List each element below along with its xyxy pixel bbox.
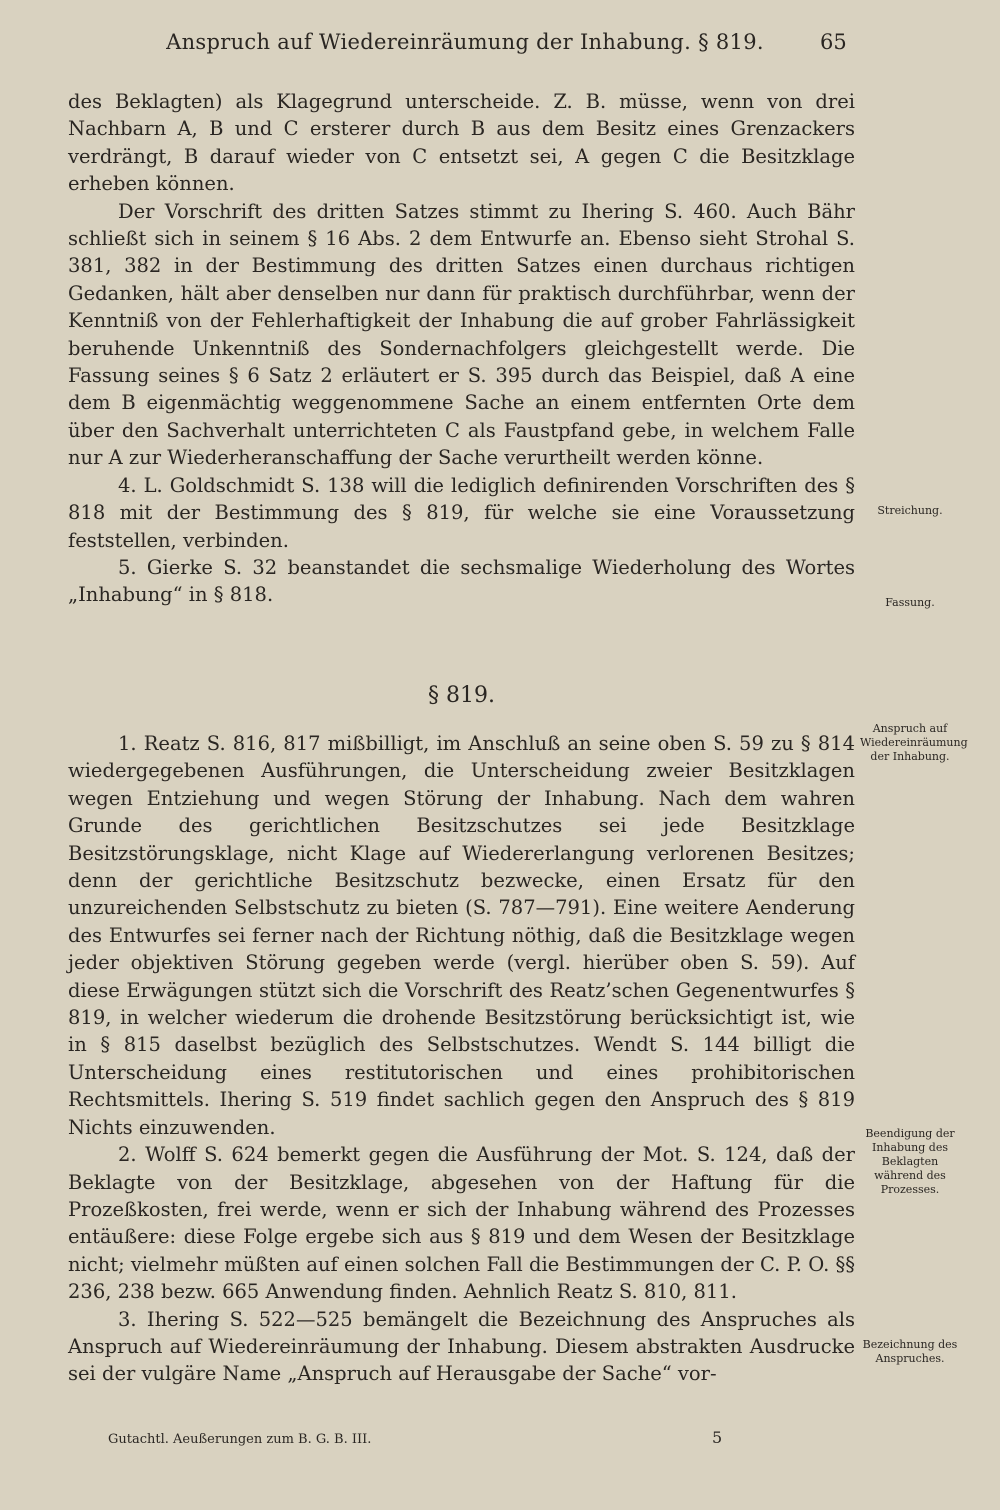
paragraph: 4. L. Goldschmidt S. 138 will die lediglich definirenden Vorschriften des § 818 mit der Bestimmung des § 819, für welche sie eine Voraussetzung feststellen, verbinden. — [68, 473, 855, 552]
running-title: Anspruch auf Wiedereinräumung der Inhabung. § 819. — [166, 30, 764, 54]
signature-mark: 5 — [712, 1428, 723, 1447]
paragraph: 2. Wolff S. 624 bemerkt gegen die Ausführung der Mot. S. 124, daß der Beklagte von der Besitzklage, abgesehen von der Haftung für die Prozeßkosten, frei werde, wenn er sich der Inhabung während des Prozesses entäußere: diese Folge ergebe sich aus § 819 und dem Wesen der Besitzklage nicht; vielmehr müßten auf einen solchen Fall die Bestimmungen der C. P. O. §§ 236, 238 bezw. 665 Anwendung finden. Aehnlich Reatz S. 810, 811. — [68, 1143, 855, 1304]
paragraph: 3. Ihering S. 522—525 bemängelt die Bezeichnung des Anspruches als Anspruch auf Wiedereinräumung der Inhabung. Diesem abstrakten Ausdrucke sei der vulgäre Name „Anspruch auf Herausgabe der Sache“ vor- — [68, 1307, 855, 1386]
paragraph: des Beklagten) als Klagegrund unterscheide. Z. B. müsse, wenn von drei Nachbarn A, B und C ersterer durch B aus dem Besitz eines Grenzackers verdrängt, B darauf wieder von C entsetzt sei, A gegen C die Besitzklage erheben können. — [68, 90, 855, 196]
page-number: 65 — [820, 30, 847, 54]
section-heading: § 819. — [428, 683, 495, 708]
text-block-lower — [68, 730, 855, 1388]
text-block-upper — [68, 88, 855, 609]
margin-note: Streichung. — [877, 504, 943, 517]
footer-reference: Gutachtl. Aeußerungen zum B. G. B. III. — [108, 1432, 372, 1447]
paragraph: 5. Gierke S. 32 beanstandet die sechsmalige Wiederholung des Wortes „Inhabung“ in § 818. — [68, 555, 855, 607]
paragraph: 1. Reatz S. 816, 817 mißbilligt, im Anschluß an seine oben S. 59 zu § 814 wiedergegebenen Ausführungen, die Unterscheidung zweier Besitzklagen wegen Entziehung und wegen Störung der Inhabung. Nach dem wahren Grunde des gerichtlichen Besitzschutzes sei jede Besitzklage Besitzstörungsklage, nicht Klage auf Wiedererlangung verlorenen Besitzes; denn der gerichtliche Besitzschutz bezwecke, einen Ersatz für den unzureichenden Selbstschutz zu bieten (S. 787—791). Eine weitere Aenderung des Entwurfes sei ferner nach der Richtung nöthig, daß die Besitzklage wegen jeder objektiven Störung gegeben werde (vergl. hierüber oben S. 59). Auf diese Erwägungen stützt sich die Vorschrift des Reatz’schen Gegenentwurfes § 819, in welcher wiederum die drohende Besitzstörung berücksichtigt ist, wie in § 815 daselbst bezüglich des Selbstschutzes. Wendt S. 144 billigt die Unterscheidung eines restitutorischen und eines prohibitorischen Rechtsmittels. Ihering S. 519 findet sachlich gegen den Anspruch des § 819 Nichts einzuwenden. — [68, 732, 855, 1139]
paragraph: Der Vorschrift des dritten Satzes stimmt zu Ihering S. 460. Auch Bähr schließt sich in seinem § 16 Abs. 2 dem Entwurfe an. Ebenso sieht Strohal S. 381, 382 in der Bestimmung des dritten Satzes einen durchaus richtigen Gedanken, hält aber denselben nur dann für praktisch durchführbar, wenn der Kenntniß von der Fehlerhaftigkeit der Inhabung die auf grober Fahrlässigkeit beruhende Unkenntniß des Sondernachfolgers gleichgestellt werde. Die Fassung seines § 6 Satz 2 erläutert er S. 395 durch das Beispiel, daß A eine dem B eigenmächtig weggenommene Sache an einem entfernten Orte dem über den Sachverhalt unterrichteten C als Faustpfand gebe, in welchem Falle nur A zur Wiederheranschaffung der Sache verurtheilt werden könne. — [68, 199, 855, 470]
margin-note: Fassung. — [885, 596, 935, 609]
margin-note: Beendigung der Inhabung des Beklagten während des Prozesses. — [865, 1127, 955, 1196]
margin-note: Bezeichnung des Anspruches. — [862, 1338, 958, 1365]
margin-note: Anspruch auf Wiedereinräumung der Inhabung. — [860, 722, 968, 763]
